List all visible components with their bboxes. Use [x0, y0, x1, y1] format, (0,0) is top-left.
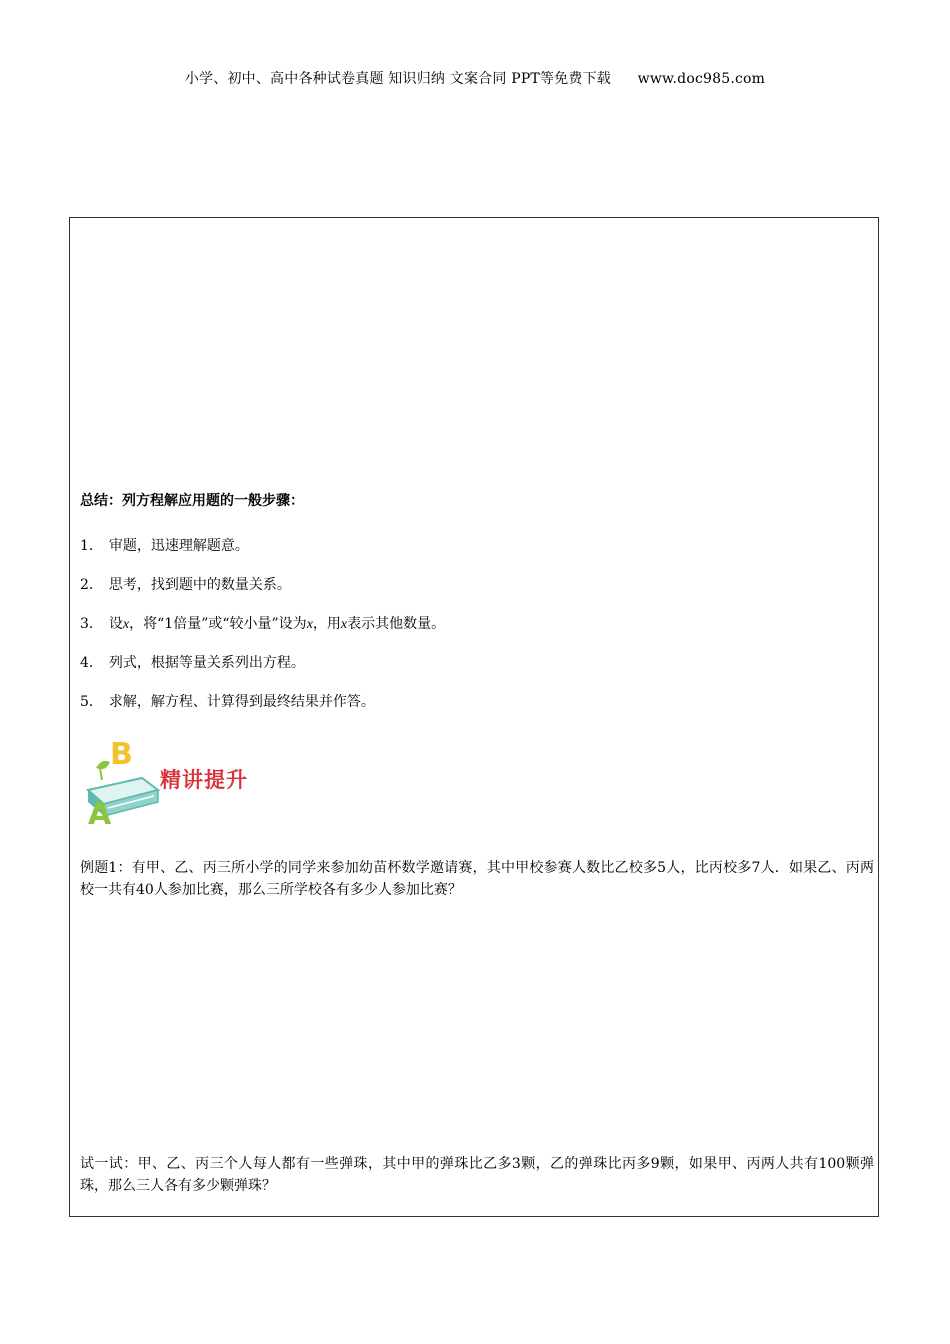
variable-x: x [122, 617, 130, 632]
step-text-mid: ，将“1倍量”或“较小量”设为 [129, 616, 307, 632]
step-3 [80, 613, 445, 633]
letter-a: A [88, 797, 112, 824]
step-1 [80, 535, 249, 555]
section-badge [82, 732, 272, 824]
variable-x: x [306, 617, 313, 632]
step-number: 1． [80, 538, 103, 554]
step-text: 求解，解方程、计算得到最终结果并作答。 [108, 694, 375, 710]
example-1: 例题1：有甲、乙、丙三所小学的同学来参加幼苗杯数学邀请赛，其中甲校参赛人数比乙校多5人，比丙校多7人．如果乙、丙两校一共有40人参加比赛，那么三所学校各有多少人参加比赛？ [80, 860, 874, 898]
step-number: 4． [80, 655, 103, 671]
practice-problem: 试一试：甲、乙、丙三个人每人都有一些弹珠，其中甲的弹珠比乙多3颗，乙的弹珠比丙多9颗，如果甲、丙两人共有100颗弹珠，那么三人各有多少颗弹珠？ [80, 1156, 874, 1194]
step-text: 审题，迅速理解题意。 [108, 538, 249, 554]
step-2 [80, 574, 291, 594]
step-text-pre: 设 [108, 616, 123, 632]
content-box [69, 217, 879, 1217]
step-number: 3． [80, 616, 103, 632]
page-header [0, 68, 950, 88]
book-letters-icon [82, 732, 162, 824]
header-text: 小学、初中、高中各种试卷真题 知识归纳 文案合同 PPT等免费下载 [184, 71, 611, 87]
summary-title: 总结：列方程解应用题的一般步骤： [80, 493, 304, 509]
step-number: 5． [80, 694, 103, 710]
section-title: 精讲提升 [160, 768, 248, 792]
step-text-post: 表示其他数量。 [347, 616, 446, 632]
step-4 [80, 652, 305, 672]
step-5 [80, 691, 375, 711]
step-text: 列式，根据等量关系列出方程。 [108, 655, 305, 671]
step-number: 2． [80, 577, 103, 593]
step-text: 思考，找到题中的数量关系。 [108, 577, 291, 593]
header-site[interactable]: www.doc985.com [637, 71, 766, 87]
variable-x: x [340, 617, 348, 632]
letter-b: B [110, 737, 133, 772]
step-text-mid2: ，用 [312, 616, 341, 632]
